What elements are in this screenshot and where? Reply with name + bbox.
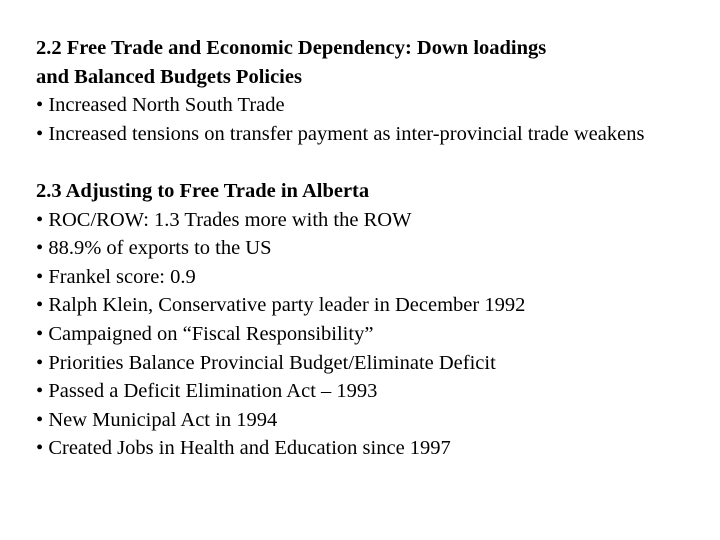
bullet-text: Priorities Balance Provincial Budget/Eliminate Deficit (48, 351, 496, 374)
bullet-item (36, 120, 666, 149)
bullet-item (36, 206, 696, 235)
bullet-text: ROC/ROW: 1.3 Trades more with the ROW (48, 208, 412, 231)
bullet-item (36, 434, 696, 463)
bullet-icon: • (36, 437, 44, 460)
bullet-icon: • (36, 351, 44, 374)
bullet-text: Passed a Deficit Elimination Act – 1993 (48, 380, 378, 403)
bullet-item (36, 349, 696, 378)
section-2-2-heading-line-2: and Balanced Budgets Policies (36, 65, 302, 88)
section-spacer (36, 148, 696, 177)
bullet-icon: • (36, 265, 44, 288)
bullet-icon: • (36, 122, 44, 145)
bullet-icon: • (36, 408, 44, 431)
bullet-text: Ralph Klein, Conservative party leader in December 1992 (48, 294, 526, 317)
bullet-item (36, 234, 696, 263)
bullet-item (36, 377, 696, 406)
bullet-icon: • (36, 237, 44, 260)
section-2-3-heading-text: 2.3 Adjusting to Free Trade in Alberta (36, 179, 370, 202)
bullet-text: Created Jobs in Health and Education since 1997 (48, 437, 451, 460)
bullet-text: 88.9% of exports to the US (48, 237, 272, 260)
section-2-2-heading-line-1: 2.2 Free Trade and Economic Dependency: Down loadings (36, 37, 547, 59)
bullet-item (36, 263, 696, 292)
bullet-item (36, 320, 696, 349)
bullet-text: Increased tensions on transfer payment as inter-provincial trade weakens (48, 122, 645, 145)
section-2-3-heading (36, 177, 696, 206)
bullet-text: Increased North South Trade (48, 94, 285, 117)
bullet-text: New Municipal Act in 1994 (48, 408, 278, 431)
bullet-text: Campaigned on “Fiscal Responsibility” (48, 322, 374, 345)
slide-text-body (36, 34, 696, 463)
bullet-icon: • (36, 294, 44, 317)
bullet-item (36, 91, 696, 120)
bullet-icon: • (36, 322, 44, 345)
section-2-2-heading (36, 34, 696, 63)
bullet-item (36, 406, 696, 435)
bullet-icon: • (36, 94, 44, 117)
bullet-icon: • (36, 208, 44, 231)
bullet-text: Frankel score: 0.9 (48, 265, 196, 288)
section-2-2-heading-continued (36, 63, 696, 92)
bullet-item (36, 291, 696, 320)
bullet-icon: • (36, 380, 44, 403)
